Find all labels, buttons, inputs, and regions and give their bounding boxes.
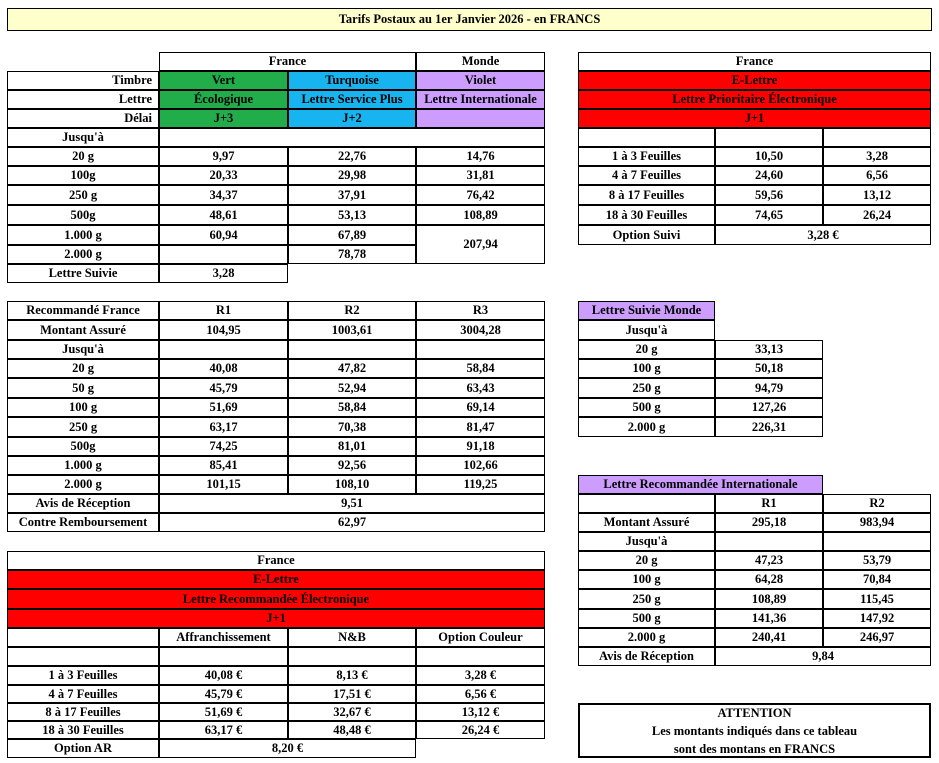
price-cell: 3004,28 (416, 320, 545, 340)
header-lettre-suivie-monde: Lettre Suivie Monde (578, 301, 715, 320)
header-e-lettre: E-Lettre (7, 570, 545, 589)
price-cell: 6,56 (823, 166, 931, 185)
price-cell: 9,51 (159, 494, 545, 513)
price-cell: 76,42 (416, 185, 545, 205)
price-cell-merged: 207,94 (416, 225, 545, 264)
blank-cell (715, 128, 823, 147)
header-j1: J+1 (7, 609, 545, 628)
price-cell: 58,84 (288, 398, 416, 417)
weight-label: 20 g (7, 359, 159, 378)
weight-label: 1.000 g (7, 225, 159, 245)
price-cell: 81,47 (416, 417, 545, 437)
lettre-internationale: Lettre Internationale (416, 90, 545, 109)
pages-label: 1 à 3 Feuilles (578, 147, 715, 166)
weight-label: 100g (7, 166, 159, 185)
price-cell: 64,28 (715, 570, 823, 589)
label-option-ar: Option AR (7, 739, 159, 758)
price-cell: 8,13 € (288, 666, 416, 685)
label-contre-remboursement: Contre Remboursement (7, 513, 159, 532)
label-option-suivi: Option Suivi (578, 225, 715, 245)
label-avis-reception: Avis de Réception (578, 647, 715, 666)
price-cell: 91,18 (416, 437, 545, 456)
pages-label: 4 à 7 Feuilles (578, 166, 715, 185)
price-cell: 37,91 (288, 185, 416, 205)
price-cell: 983,94 (823, 513, 931, 532)
attention-box (578, 703, 931, 758)
label-montant-assure: Montant Assuré (578, 513, 715, 532)
header-lettre-recommandee-internationale: Lettre Recommandée Internationale (578, 475, 823, 494)
lettre-ecologique: Écologique (159, 90, 288, 109)
price-cell: 59,56 (715, 185, 823, 205)
stamp-turquoise: Turquoise (288, 71, 416, 90)
blank-cell (715, 532, 823, 551)
pages-label: 8 à 17 Feuilles (578, 185, 715, 205)
price-cell: 69,14 (416, 398, 545, 417)
weight-label: 250 g (578, 378, 715, 398)
price-cell: 31,81 (416, 166, 545, 185)
price-cell: 1003,61 (288, 320, 416, 340)
price-cell: 3,28 (823, 147, 931, 166)
price-cell: 63,17 € (159, 721, 288, 739)
price-cell: 62,97 (159, 513, 545, 532)
price-cell: 24,60 (715, 166, 823, 185)
price-cell: 115,45 (823, 589, 931, 609)
price-cell: 33,13 (715, 340, 823, 359)
blank-cell (823, 128, 931, 147)
pages-label: 18 à 30 Feuilles (7, 721, 159, 739)
delai-turquoise: J+2 (288, 109, 416, 128)
weight-label: 50 g (7, 378, 159, 398)
price-cell: 226,31 (715, 417, 823, 437)
label-timbre: Timbre (7, 71, 159, 90)
header-prioritaire: Lettre Prioritaire Électronique (578, 90, 931, 109)
price-cell: 53,13 (288, 205, 416, 225)
weight-label: 100 g (578, 570, 715, 589)
label-delai: Délai (7, 109, 159, 128)
price-cell: 9,97 (159, 147, 288, 166)
blank-cell (416, 340, 545, 359)
price-cell: 3,28 € (715, 225, 931, 245)
price-cell: 34,37 (159, 185, 288, 205)
price-cell: 10,50 (715, 147, 823, 166)
price-cell: 53,79 (823, 551, 931, 570)
price-cell: 20,33 (159, 166, 288, 185)
price-cell: 127,26 (715, 398, 823, 417)
header-nb: N&B (288, 628, 416, 647)
price-cell: 295,18 (715, 513, 823, 532)
label-jusqua: Jusqu'à (578, 320, 715, 340)
price-cell: 17,51 € (288, 685, 416, 703)
header-affranchissement: Affranchissement (159, 628, 288, 647)
weight-label: 500 g (578, 609, 715, 628)
header-j1: J+1 (578, 109, 931, 128)
header-r1: R1 (159, 301, 288, 320)
price-cell: 50,18 (715, 359, 823, 378)
price-cell: 8,20 € (159, 739, 416, 758)
blank-cell (7, 647, 159, 666)
blank-cell (823, 532, 931, 551)
price-cell: 47,82 (288, 359, 416, 378)
blank-cell (578, 494, 715, 513)
weight-label: 500g (7, 437, 159, 456)
label-avis-reception: Avis de Réception (7, 494, 159, 513)
lettre-service-plus: Lettre Service Plus (288, 90, 416, 109)
blank-cell (159, 647, 288, 666)
header-r3: R3 (416, 301, 545, 320)
weight-label: 100 g (578, 359, 715, 378)
label-jusqua: Jusqu'à (7, 128, 159, 147)
label-jusqua: Jusqu'à (7, 340, 159, 359)
weight-label: 1.000 g (7, 456, 159, 475)
weight-label: 100 g (7, 398, 159, 417)
label-montant-assure: Montant Assuré (7, 320, 159, 340)
header-monde: Monde (416, 52, 545, 71)
price-cell: 70,38 (288, 417, 416, 437)
price-cell: 29,98 (288, 166, 416, 185)
price-cell: 51,69 € (159, 703, 288, 721)
price-cell: 74,65 (715, 205, 823, 225)
header-france: France (7, 551, 545, 570)
blank-cell (416, 647, 545, 666)
price-cell: 147,92 (823, 609, 931, 628)
price-cell: 13,12 (823, 185, 931, 205)
pages-label: 8 à 17 Feuilles (7, 703, 159, 721)
price-cell: 48,61 (159, 205, 288, 225)
weight-label: 500g (7, 205, 159, 225)
attention-line-1: Les montants indiqués dans ce tableau (651, 723, 858, 738)
weight-label: 2.000 g (7, 475, 159, 494)
weight-label: 2.000 g (578, 628, 715, 647)
delai-vert: J+3 (159, 109, 288, 128)
price-cell: 45,79 (159, 378, 288, 398)
price-cell: 48,48 € (288, 721, 416, 739)
pages-label: 18 à 30 Feuilles (578, 205, 715, 225)
weight-label: 20 g (7, 147, 159, 166)
price-cell: 40,08 (159, 359, 288, 378)
pages-label: 4 à 7 Feuilles (7, 685, 159, 703)
price-cell: 3,28 € (416, 666, 545, 685)
price-cell: 94,79 (715, 378, 823, 398)
price-cell: 22,76 (288, 147, 416, 166)
header-r1: R1 (715, 494, 823, 513)
weight-label: 2.000 g (578, 417, 715, 437)
header-option-couleur: Option Couleur (416, 628, 545, 647)
blank-cell (288, 647, 416, 666)
price-cell: 85,41 (159, 456, 288, 475)
price-cell: 14,76 (416, 147, 545, 166)
price-cell: 108,89 (416, 205, 545, 225)
header-france: France (159, 52, 416, 71)
price-cell: 102,66 (416, 456, 545, 475)
header-recommande: Recommandé France (7, 301, 159, 320)
page-title: Tarifs Postaux au 1er Janvier 2026 - en FRANCS (7, 8, 932, 31)
price-cell: 9,84 (715, 647, 931, 666)
weight-label: 500 g (578, 398, 715, 417)
header-r2: R2 (288, 301, 416, 320)
price-cell: 13,12 € (416, 703, 545, 721)
blank-cell (7, 628, 159, 647)
blank-cell (288, 340, 416, 359)
weight-label: 20 g (578, 551, 715, 570)
blank-row (159, 128, 545, 147)
price-cell: 26,24 € (416, 721, 545, 739)
pages-label: 1 à 3 Feuilles (7, 666, 159, 685)
price-cell: 3,28 (159, 264, 288, 283)
header-france: France (578, 52, 931, 71)
price-cell: 32,67 € (288, 703, 416, 721)
price-cell: 240,41 (715, 628, 823, 647)
price-cell: 74,25 (159, 437, 288, 456)
price-cell: 119,25 (416, 475, 545, 494)
price-cell: 101,15 (159, 475, 288, 494)
stamp-violet: Violet (416, 71, 545, 90)
label-jusqua: Jusqu'à (578, 532, 715, 551)
attention-line-2: sont des montans en FRANCS (673, 741, 836, 756)
header-recommandee-electronique: Lettre Recommandée Électronique (7, 589, 545, 609)
price-cell: 26,24 (823, 205, 931, 225)
blank-cell (578, 128, 715, 147)
price-cell: 67,89 (288, 225, 416, 245)
header-r2: R2 (823, 494, 931, 513)
price-cell: 63,43 (416, 378, 545, 398)
header-e-lettre: E-Lettre (578, 71, 931, 90)
weight-label: 20 g (578, 340, 715, 359)
weight-label: 250 g (7, 417, 159, 437)
label-lettre-suivie: Lettre Suivie (7, 264, 159, 283)
price-cell: 52,94 (288, 378, 416, 398)
weight-label: 2.000 g (7, 245, 159, 264)
price-cell: 108,89 (715, 589, 823, 609)
price-cell: 104,95 (159, 320, 288, 340)
price-cell: 63,17 (159, 417, 288, 437)
price-cell: 78,78 (288, 245, 416, 264)
price-cell: 45,79 € (159, 685, 288, 703)
price-cell: 81,01 (288, 437, 416, 456)
price-cell: 92,56 (288, 456, 416, 475)
blank-cell (159, 340, 288, 359)
price-cell: 40,08 € (159, 666, 288, 685)
price-cell (159, 245, 288, 264)
price-cell: 6,56 € (416, 685, 545, 703)
price-cell: 51,69 (159, 398, 288, 417)
price-cell: 141,36 (715, 609, 823, 628)
weight-label: 250 g (7, 185, 159, 205)
price-cell: 47,23 (715, 551, 823, 570)
price-cell: 70,84 (823, 570, 931, 589)
delai-violet (416, 109, 545, 128)
attention-heading: ATTENTION (717, 705, 792, 720)
price-cell: 58,84 (416, 359, 545, 378)
weight-label: 250 g (578, 589, 715, 609)
label-lettre: Lettre (7, 90, 159, 109)
price-cell: 108,10 (288, 475, 416, 494)
price-cell: 60,94 (159, 225, 288, 245)
stamp-vert: Vert (159, 71, 288, 90)
price-cell: 246,97 (823, 628, 931, 647)
